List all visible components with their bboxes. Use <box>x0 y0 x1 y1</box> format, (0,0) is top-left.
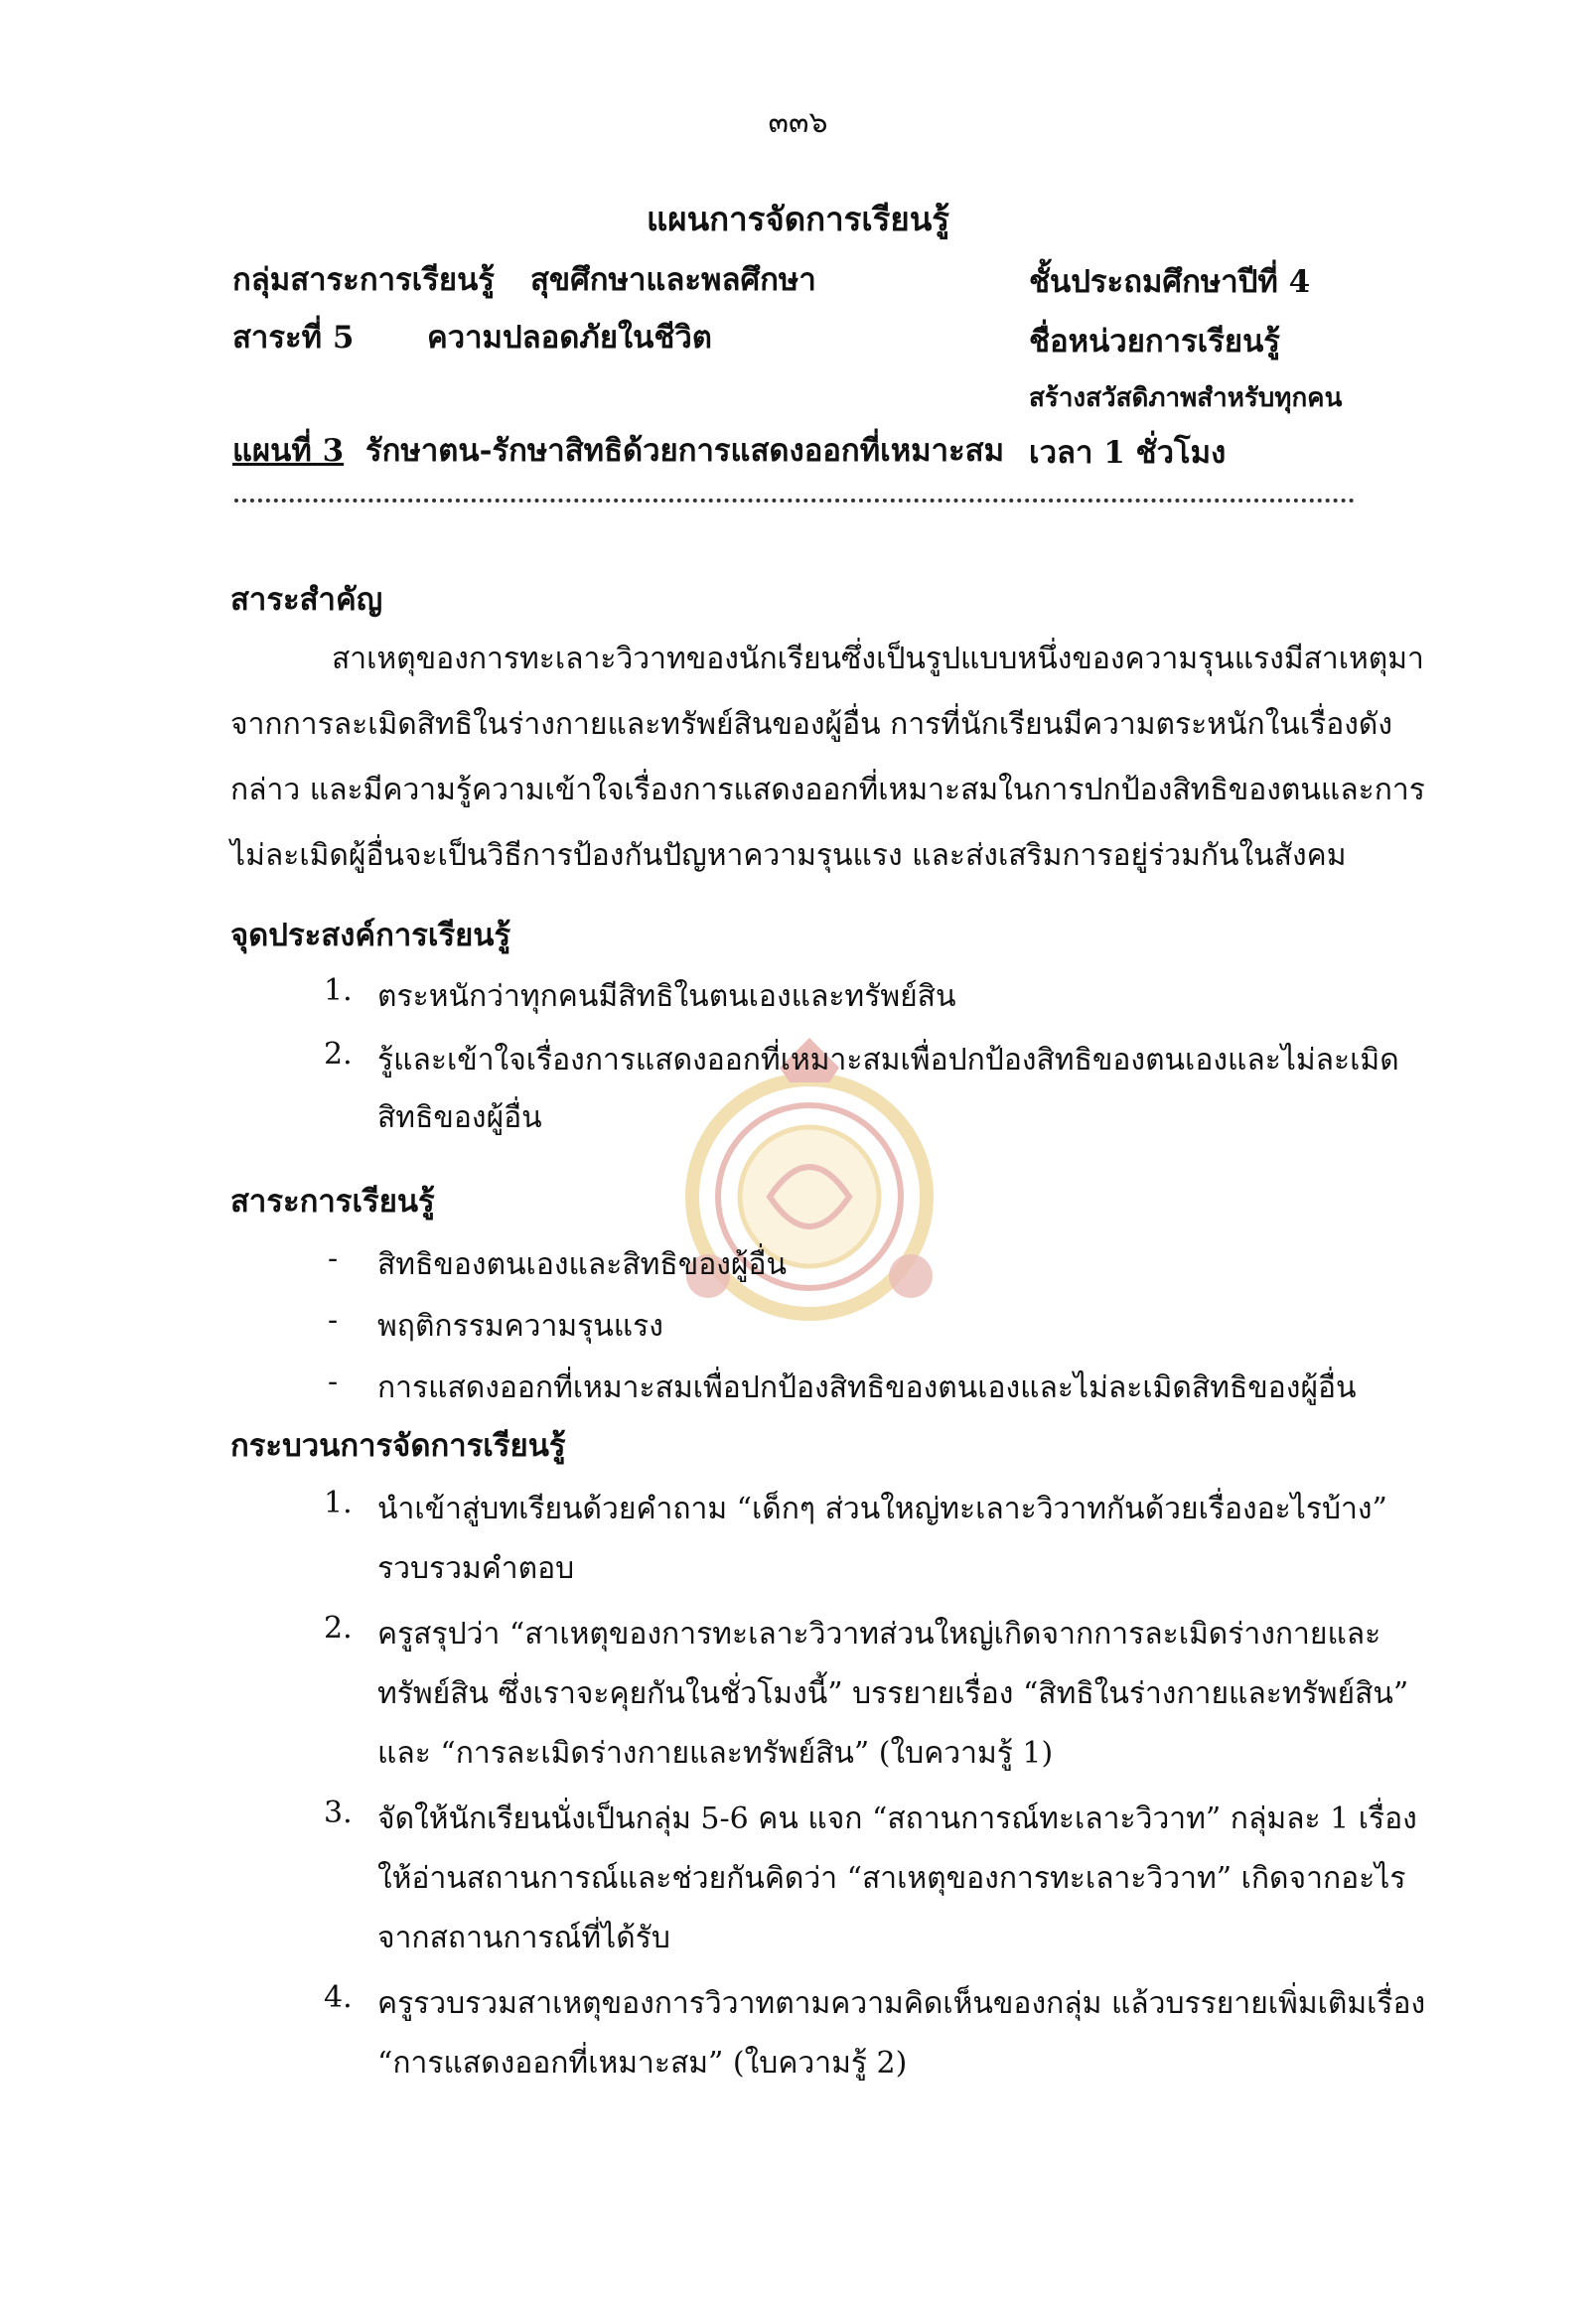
strand-label: สาระที่ 5 <box>232 320 355 356</box>
unit-value: สร้างสวัสดิภาพสำหรับทุกคน <box>1029 383 1343 413</box>
content-heading: สาระการเรียนรู้ <box>230 1184 435 1220</box>
process-text: ทรัพย์สิน ซึ่งเราจะคุยกันในชั่วโมงนี้” บรรยายเรื่อง “สิทธิในร่างกายและทรัพย์สิน” <box>377 1676 1409 1711</box>
process-number: 3. <box>324 1796 353 1830</box>
process-text: ครูสรุปว่า “สาเหตุของการทะเลาะวิวาทส่วนใหญ่เกิดจากการละเมิดร่างกายและ <box>377 1617 1381 1652</box>
content-bullet: - <box>328 1303 339 1338</box>
process-text: นำเข้าสู่บทเรียนด้วยคำถาม “เด็กๆ ส่วนใหญ่ทะเลาะวิวาทกันด้วยเรื่องอะไรบ้าง” <box>377 1492 1387 1526</box>
strand-value: ความปลอดภัยในชีวิต <box>427 320 712 356</box>
content-bullet: - <box>328 1241 339 1276</box>
objective-number: 1. <box>324 973 353 1008</box>
process-text: และ “การละเมิดร่างกายและทรัพย์สิน” (ใบความรู้ 1) <box>377 1736 1054 1771</box>
unit-label: ชื่อหน่วยการเรียนรู้ <box>1029 324 1280 360</box>
subject-group-value: สุขศึกษาและพลศึกษา <box>530 262 816 298</box>
process-number: 1. <box>324 1486 353 1520</box>
process-text: จากสถานการณ์ที่ได้รับ <box>377 1921 670 1955</box>
objective-text: สิทธิของผู้อื่น <box>377 1100 542 1135</box>
process-number: 2. <box>324 1611 353 1646</box>
process-text: ครูรวบรวมสาเหตุของการวิวาทตามความคิดเห็นของกลุ่ม แล้วบรรยายเพิ่มเติมเรื่อง <box>377 1986 1426 2021</box>
process-text: “การแสดงออกที่เหมาะสม” (ใบความรู้ 2) <box>377 2046 908 2081</box>
content-item: พฤติกรรมความรุนแรง <box>377 1309 663 1344</box>
objectives-heading: จุดประสงค์การเรียนรู้ <box>230 918 511 953</box>
plan-title: รักษาตน-รักษาสิทธิด้วยการแสดงออกที่เหมาะสม <box>365 433 1005 469</box>
key-concept-line: ไม่ละเมิดผู้อื่นจะเป็นวิธีการป้องกันปัญหาความรุนแรง และส่งเสริมการอยู่ร่วมกันในสังคม <box>230 838 1347 873</box>
page-number: ๓๓๖ <box>768 105 828 140</box>
key-concept-line: สาเหตุของการทะเลาะวิวาทของนักเรียนซึ่งเป็นรูปแบบหนึ่งของความรุนแรงมีสาเหตุมา <box>332 642 1424 676</box>
subject-group-label: กลุ่มสาระการเรียนรู้ <box>232 262 495 298</box>
objective-text: รู้และเข้าใจเรื่องการแสดงออกที่เหมาะสมเพื่อปกป้องสิทธิของตนเองและไม่ละเมิด <box>377 1043 1399 1078</box>
dotted-divider <box>234 495 1355 503</box>
objective-number: 2. <box>324 1037 353 1072</box>
process-text: ให้อ่านสถานการณ์และช่วยกันคิดว่า “สาเหตุของการทะเลาะวิวาท” เกิดจากอะไร <box>377 1861 1406 1896</box>
content-item: สิทธิของตนเองและสิทธิของผู้อื่น <box>377 1247 787 1282</box>
process-text: รวบรวมคำตอบ <box>377 1551 575 1586</box>
time-allocation: เวลา 1 ชั่วโมง <box>1029 435 1227 471</box>
key-concept-heading: สาระสำคัญ <box>230 582 383 618</box>
key-concept-line: กล่าว และมีความรู้ความเข้าใจเรื่องการแสดงออกที่เหมาะสมในการปกป้องสิทธิของตนและการ <box>230 773 1425 807</box>
plan-number: แผนที่ 3 <box>232 433 345 469</box>
process-heading: กระบวนการจัดการเรียนรู้ <box>230 1428 566 1464</box>
page-title: แผนการจัดการเรียนรู้ <box>646 200 950 238</box>
key-concept-line: จากการละเมิดสิทธิในร่างกายและทรัพย์สินของผู้อื่น การที่นักเรียนมีความตระหนักในเรื่องดัง <box>230 707 1392 742</box>
grade-level: ชั้นประถมศึกษาปีที่ 4 <box>1029 264 1311 300</box>
content-bullet: - <box>328 1365 339 1399</box>
content-item: การแสดงออกที่เหมาะสมเพื่อปกป้องสิทธิของตนเองและไม่ละเมิดสิทธิของผู้อื่น <box>377 1370 1357 1405</box>
process-number: 4. <box>324 1980 353 2015</box>
process-text: จัดให้นักเรียนนั่งเป็นกลุ่ม 5-6 คน แจก “สถานการณ์ทะเลาะวิวาท” กลุ่มละ 1 เรื่อง <box>377 1801 1417 1836</box>
objective-text: ตระหนักว่าทุกคนมีสิทธิในตนเองและทรัพย์สิน <box>377 979 956 1014</box>
